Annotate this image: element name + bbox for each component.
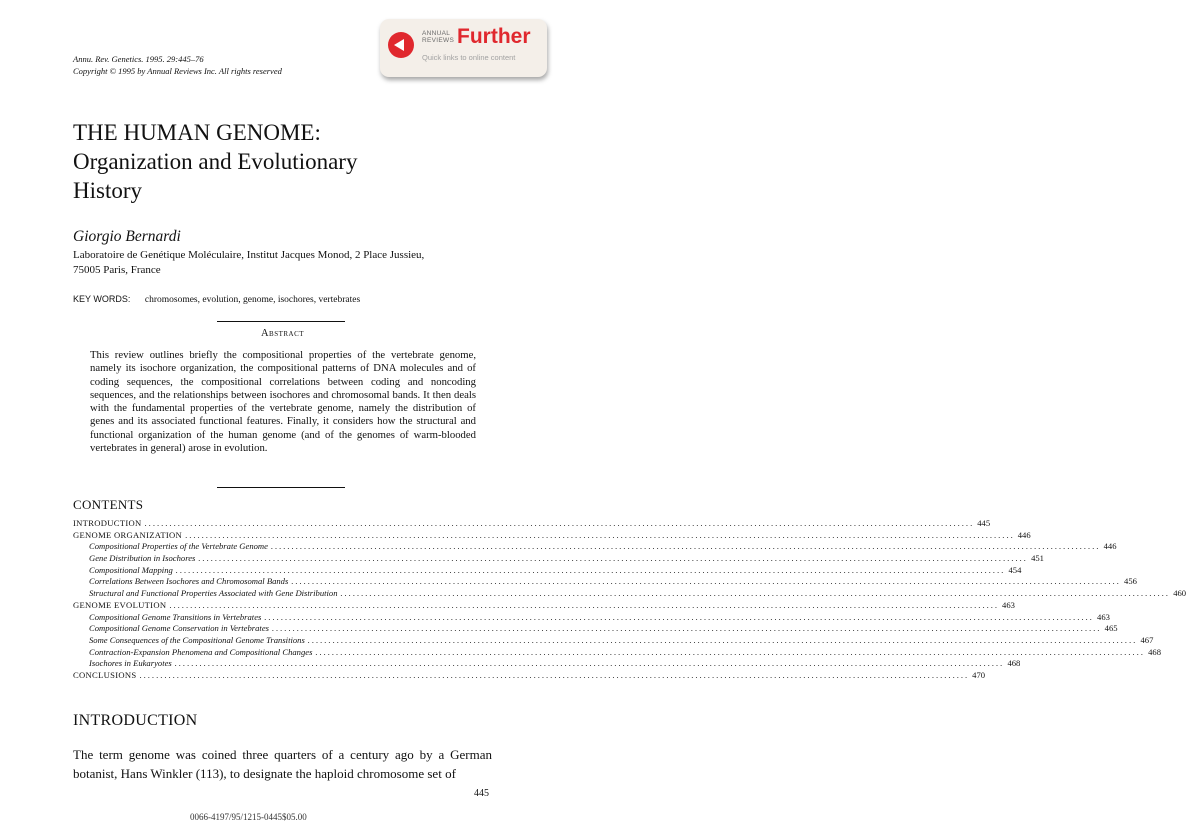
affiliation-line-1: Laboratoire de Genétique Moléculaire, Institut Jacques Monod, 2 Place Jussieu,	[73, 249, 425, 261]
toc-entry-page: 467	[1140, 634, 1154, 645]
badge-annual-reviews	[422, 30, 458, 44]
toc-entry[interactable]	[73, 634, 1154, 647]
toc-entry-label: INTRODUCTION	[73, 518, 142, 528]
toc-entry-label: Isochores in Eukaryotes	[89, 658, 172, 669]
toc-entry-label: Compositional Properties of the Vertebrate Genome	[89, 541, 268, 552]
journal-line-2: Copyright © 1995 by Annual Reviews Inc. All rights reserved	[73, 66, 282, 76]
footer-code: 0066-4197/95/1215-0445$05.00	[190, 812, 307, 822]
toc-entry-label: Compositional Genome Conservation in Vertebrates	[89, 623, 269, 634]
table-of-contents	[73, 518, 1186, 682]
toc-leader-dots: ........................................................................................................................................................................................................	[144, 518, 975, 528]
page-number: 445	[474, 788, 489, 799]
keywords-label: KEY WORDS:	[73, 294, 131, 304]
toc-entry-page: 454	[1008, 564, 1022, 575]
badge-subtitle: Quick links to online content	[422, 53, 516, 62]
toc-leader-dots: ........................................................................................................................................................................................................	[175, 564, 1006, 575]
further-badge[interactable]	[380, 19, 547, 77]
toc-entry[interactable]	[73, 658, 1021, 670]
toc-entry-page: 456	[1124, 576, 1137, 587]
toc-entry[interactable]	[73, 518, 991, 530]
toc-entry[interactable]	[73, 541, 1117, 553]
introduction-text: The term genome was coined three quarters of a century ago by a German botanist, Hans Winkler (113), to designate the haploid chromosome set of	[73, 747, 492, 781]
toc-entry-page: 465	[1104, 623, 1118, 634]
journal-line-1: Annu. Rev. Genetics. 1995. 29:445–76	[73, 54, 204, 64]
toc-entry-label: GENOME EVOLUTION	[73, 599, 167, 610]
toc-entry[interactable]	[73, 599, 1015, 612]
toc-leader-dots: ........................................................................................................................................................................................................	[315, 646, 1146, 657]
badge-reviews-text: REVIEWS	[422, 37, 455, 44]
toc-entry-label: Some Consequences of the Compositional Genome Transitions	[89, 634, 305, 645]
toc-entry-page: 470	[972, 669, 986, 680]
title-line: History	[73, 178, 142, 203]
toc-entry-label: Correlations Between Isochores and Chromosomal Bands	[89, 576, 289, 587]
toc-entry-page: 463	[1002, 599, 1015, 610]
affiliation-line-2: 75005 Paris, France	[73, 264, 161, 276]
toc-entry-page: 468	[1148, 646, 1162, 657]
author-name: Giorgio Bernardi	[73, 228, 181, 245]
toc-leader-dots: ........................................................................................................................................................................................................	[291, 576, 1122, 587]
toc-entry-label: GENOME ORGANIZATION	[73, 529, 183, 540]
toc-entry[interactable]	[73, 529, 1031, 542]
toc-entry-label: Compositional Mapping	[89, 564, 173, 575]
toc-entry[interactable]	[73, 576, 1137, 588]
toc-entry-page: 463	[1097, 611, 1110, 622]
contents-heading: CONTENTS	[73, 497, 144, 512]
toc-entry-page: 451	[1031, 553, 1044, 564]
toc-entry-page: 446	[1103, 541, 1117, 552]
toc-leader-dots: ........................................................................................................................................................................................................	[198, 553, 1029, 564]
abstract-text: This review outlines briefly the compositional properties of the vertebrate genome, namely its isochore organization, the compositional patterns of DNA molecules and of coding sequences, the compositional correlations between coding and noncoding sequences, and the relationships between isochores and chromosomal bands. It then deals with the fundamental properties of the vertebrate genome, namely the distribution of genes and its associated functional features. Finally, it considers how the structural and functional organization of the human genome (and of the genomes of warm-blooded vertebrates in general) arose in evolution.	[90, 349, 476, 455]
toc-leader-dots: ........................................................................................................................................................................................................	[307, 634, 1138, 645]
toc-entry[interactable]	[73, 553, 1044, 565]
toc-leader-dots: ........................................................................................................................................................................................................	[270, 541, 1101, 552]
toc-entry-label: Contraction-Expansion Phenomena and Compositional Changes	[89, 646, 313, 657]
title-line: THE HUMAN GENOME:	[73, 120, 321, 145]
author-affiliation	[73, 248, 493, 278]
toc-entry-label: Gene Distribution in Isochores	[89, 553, 196, 564]
toc-entry[interactable]	[73, 611, 1110, 624]
keywords	[73, 294, 360, 305]
journal-citation	[73, 53, 282, 77]
toc-entry[interactable]	[73, 669, 986, 682]
paper-title	[73, 118, 473, 205]
toc-leader-dots: ........................................................................................................................................................................................................	[264, 611, 1095, 622]
toc-leader-dots: ........................................................................................................................................................................................................	[340, 588, 1171, 599]
toc-entry-page: 446	[1017, 529, 1031, 540]
toc-entry[interactable]	[73, 646, 1162, 659]
toc-entry[interactable]	[73, 588, 1186, 600]
toc-entry-page: 468	[1007, 658, 1021, 669]
play-back-icon	[388, 32, 414, 58]
toc-leader-dots: ........................................................................................................................................................................................................	[174, 658, 1005, 669]
toc-entry-page: 445	[977, 518, 991, 528]
toc-entry[interactable]	[73, 564, 1022, 577]
title-line: Organization and Evolutionary	[73, 149, 358, 174]
toc-leader-dots: ........................................................................................................................................................................................................	[185, 529, 1015, 540]
introduction-heading: INTRODUCTION	[73, 712, 198, 729]
toc-entry-label: Compositional Genome Transitions in Vertebrates	[89, 611, 262, 622]
toc-leader-dots: ........................................................................................................................................................................................................	[139, 669, 970, 680]
toc-entry-page: 460	[1173, 588, 1186, 599]
badge-annual-text: ANNUAL	[422, 30, 451, 37]
toc-leader-dots: ........................................................................................................................................................................................................	[271, 623, 1102, 634]
abstract-heading: Abstract	[260, 328, 305, 339]
abstract-bottom-rule	[217, 487, 345, 488]
toc-entry[interactable]	[73, 623, 1118, 635]
keywords-values: chromosomes, evolution, genome, isochores, vertebrates	[144, 295, 361, 305]
toc-leader-dots: ........................................................................................................................................................................................................	[169, 599, 1000, 610]
badge-further-text: Further	[457, 25, 531, 48]
toc-entry-label: Structural and Functional Properties Associated with Gene Distribution	[89, 588, 338, 599]
toc-entry-label: CONCLUSIONS	[73, 669, 137, 680]
abstract-top-rule	[217, 321, 345, 322]
